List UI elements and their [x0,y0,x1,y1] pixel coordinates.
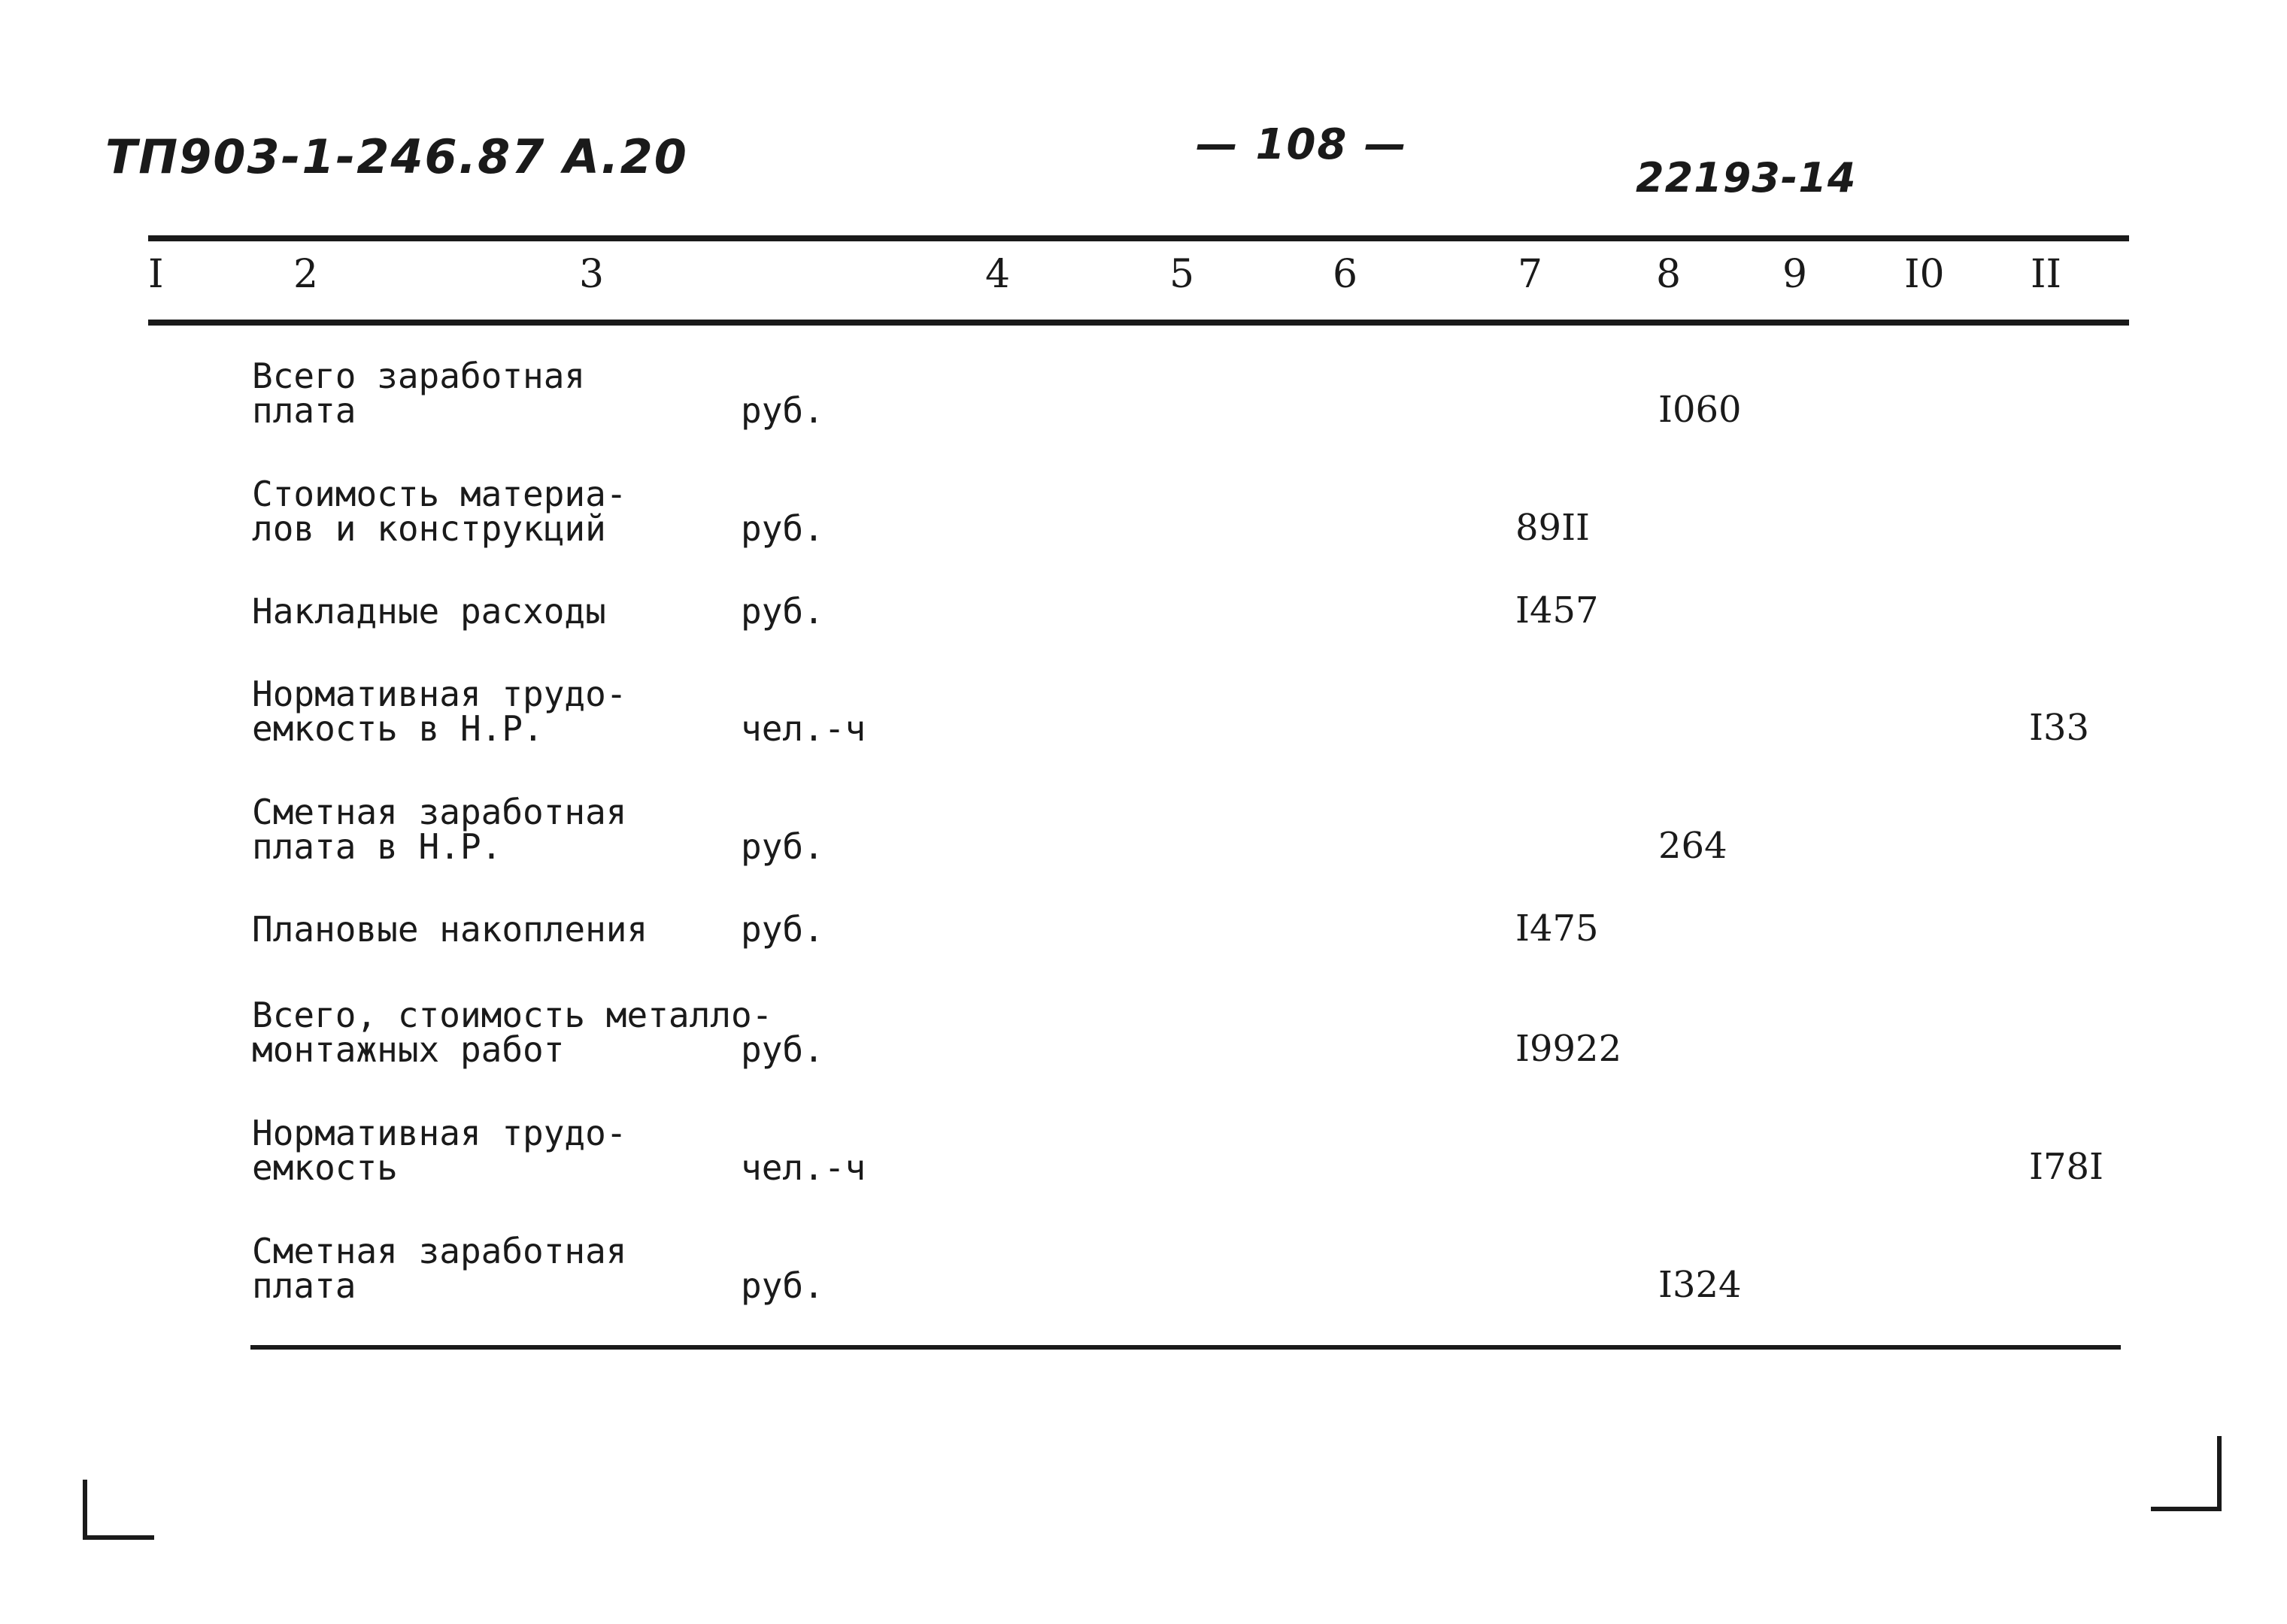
document-code: ТП903-1-246.87 А.20 [105,129,688,184]
row-value: I78I [2029,1146,2103,1188]
row-label: Всего, стоимость металло- монтажных работ [252,995,773,1070]
column-header-6: 6 [1333,252,1358,297]
row-unit: руб. [741,909,824,950]
table-header-rule [148,320,2129,326]
row-value: I9922 [1515,1028,1622,1070]
row-value: I457 [1515,589,1599,632]
row-value: I324 [1658,1264,1742,1306]
column-header-2: 2 [293,252,319,297]
row-unit: руб. [741,508,824,549]
corner-mark-bottom-left [83,1535,154,1540]
row-unit: руб. [741,1265,824,1306]
column-header-8: 8 [1656,252,1682,297]
table-bottom-rule [250,1345,2121,1350]
column-header-4: 4 [985,252,1011,297]
row-label: Стоимость материа- лов и конструкций [252,474,627,549]
row-value: 89II [1515,507,1590,549]
column-header-7: 7 [1518,252,1543,297]
row-value: I475 [1515,907,1599,950]
row-label: Нормативная трудо- емкость в Н.Р. [252,674,627,749]
column-header-11: II [2031,252,2062,297]
corner-mark-bottom-right [2151,1507,2222,1511]
row-unit: руб. [741,591,824,632]
row-label: Плановые накопления [252,909,648,950]
sheet-code: 22193-14 [1636,154,1857,201]
row-label: Накладные расходы [252,591,606,632]
column-header-10: I0 [1904,252,1945,297]
row-label: Сметная заработная плата [252,1231,627,1306]
column-header-3: 3 [579,252,605,297]
row-label: Сметная заработная плата в Н.Р. [252,792,627,867]
row-unit: руб. [741,390,824,431]
row-unit: чел.-ч [741,1147,866,1188]
row-value: I33 [2029,707,2090,749]
row-label: Всего заработная плата [252,356,586,431]
row-unit: чел.-ч [741,708,866,749]
corner-mark-bottom-left [83,1480,87,1540]
column-header-5: 5 [1169,252,1195,297]
corner-mark-bottom-right [2217,1436,2222,1511]
column-header-1: I [148,252,164,297]
row-label: Нормативная трудо- емкость [252,1113,627,1188]
row-value: 264 [1658,825,1727,867]
row-value: I060 [1658,389,1742,431]
column-header-9: 9 [1782,252,1808,297]
table-top-rule [148,235,2129,241]
page-number: — 108 — [1196,120,1408,169]
row-unit: руб. [741,826,824,867]
row-unit: руб. [741,1029,824,1070]
